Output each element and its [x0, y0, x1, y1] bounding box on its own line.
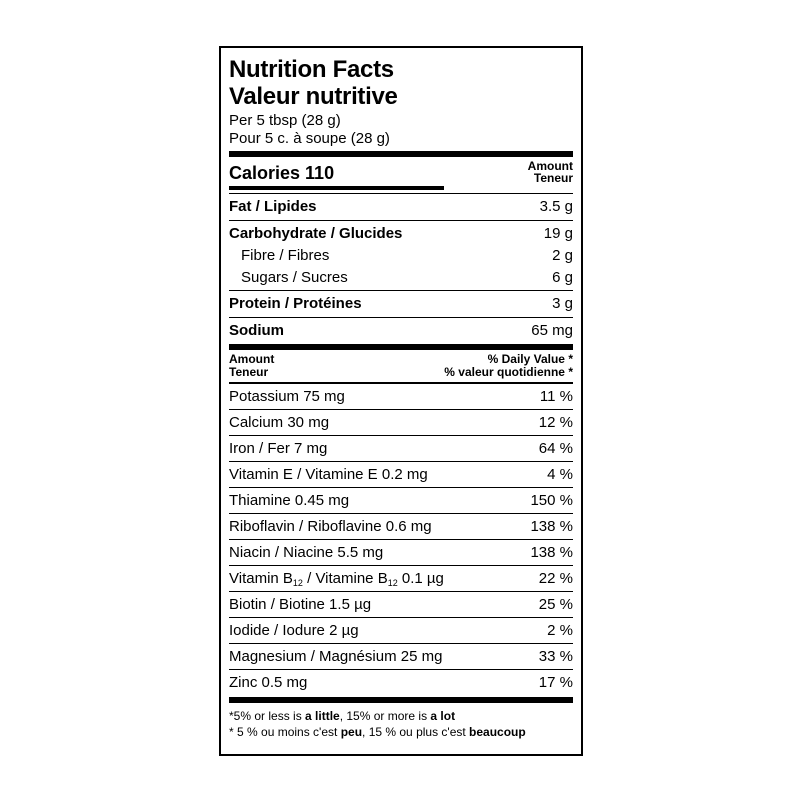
amount-heading: [528, 160, 573, 184]
nutrient-row-fat: [229, 196, 573, 218]
footnote-emphasis: peu: [340, 725, 363, 739]
label-text: / Vitamine B: [302, 570, 388, 587]
label-text: Vitamin B: [229, 570, 293, 587]
vitamin-row-zinc: [229, 669, 573, 695]
vitamin-value: 2 %: [547, 622, 573, 639]
nutrient-row-carbohydrate: [229, 223, 573, 245]
nutrient-value: 3 g: [552, 295, 573, 312]
divider: [229, 220, 573, 221]
vitamin-row-riboflavin: [229, 513, 573, 539]
vitamin-value: 64 %: [538, 440, 573, 457]
vitamin-label: Biotin / Biotine 1.5 µg: [229, 596, 372, 613]
vitamin-row-calcium: [229, 409, 573, 435]
nutrient-row-fibre: [229, 245, 573, 267]
daily-value-heading: [444, 353, 573, 379]
nutrient-label: Sodium: [229, 322, 284, 339]
vitamin-value: 25 %: [538, 596, 573, 613]
nutrient-row-sodium: [229, 320, 573, 342]
vitamin-row-niacin: [229, 539, 573, 565]
vitamin-label: Potassium 75 mg: [229, 388, 345, 405]
vitamin-value: 4 %: [547, 466, 573, 483]
subscript: 12: [387, 578, 398, 588]
footnote-text: *5% or less is: [229, 709, 306, 723]
nutrient-value: 19 g: [543, 225, 573, 242]
vitamin-label: Niacin / Niacine 5.5 mg: [229, 544, 384, 561]
nutrient-label: Fibre / Fibres: [241, 247, 330, 264]
divider-thick: [229, 151, 573, 157]
footnote-emphasis: beaucoup: [469, 725, 526, 739]
divider: [229, 317, 573, 318]
vitamin-label: [229, 566, 444, 591]
vitamin-row-thiamine: [229, 487, 573, 513]
daily-value-label-en: % Daily Value *: [487, 352, 573, 366]
amount-label-en: Amount: [527, 159, 573, 173]
vitamin-label: Zinc 0.5 mg: [229, 674, 308, 691]
vitamin-label: Iodide / Iodure 2 µg: [229, 622, 359, 639]
nutrient-value: 65 mg: [531, 322, 573, 339]
vitamin-value: 12 %: [538, 414, 573, 431]
vitamin-label: Calcium 30 mg: [229, 414, 330, 431]
vitamin-row-potassium: [229, 384, 573, 409]
footnote-emphasis: a little: [305, 709, 340, 723]
vitamin-value: 33 %: [538, 648, 573, 665]
footnote-en: [229, 708, 573, 724]
calories-label: Calories 110: [229, 163, 335, 183]
amount-label-fr: Teneur: [533, 171, 573, 185]
divider: [229, 193, 573, 194]
vitamin-label: Iron / Fer 7 mg: [229, 440, 328, 457]
calories-underline: [229, 186, 444, 190]
vitamin-value: 17 %: [538, 674, 573, 691]
footnote-text: , 15 % ou plus c'est: [362, 725, 470, 739]
footnote-fr: [229, 724, 573, 740]
nutrient-value: 3.5 g: [539, 198, 573, 215]
daily-value-header: [229, 350, 573, 382]
vitamin-row-magnesium: [229, 643, 573, 669]
footnote: [229, 703, 573, 740]
vitamin-row-iodide: [229, 617, 573, 643]
nutrient-row-protein: [229, 293, 573, 315]
vitamin-label: Magnesium / Magnésium 25 mg: [229, 648, 443, 665]
vitamin-value: 138 %: [530, 544, 573, 561]
vitamin-label: Riboflavin / Riboflavine 0.6 mg: [229, 518, 432, 535]
vitamin-row-vitamin-b12: [229, 565, 573, 591]
calories-row: [229, 160, 573, 190]
footnote-emphasis: a lot: [430, 709, 456, 723]
nutrient-value: 2 g: [552, 247, 573, 264]
vitamin-value: 11 %: [539, 388, 573, 405]
nutrient-value: 6 g: [552, 269, 573, 286]
nutrient-row-sugars: [229, 267, 573, 289]
vitamin-value: 150 %: [530, 492, 573, 509]
vitamin-value: 22 %: [538, 570, 573, 587]
vitamin-value: 138 %: [530, 518, 573, 535]
label-text: 0.1 µg: [397, 570, 444, 587]
amount-heading-left: [229, 353, 274, 379]
subscript: 12: [292, 578, 303, 588]
calories-block: [229, 160, 444, 190]
nutrition-facts-panel: [219, 46, 583, 756]
vitamin-row-iron: [229, 435, 573, 461]
vitamin-row-biotin: [229, 591, 573, 617]
nutrient-label: Protein / Protéines: [229, 295, 362, 312]
daily-value-label-fr: % valeur quotidienne *: [444, 365, 573, 379]
serving-size-en: Per 5 tbsp (28 g): [229, 112, 341, 129]
footnote-text: , 15% or more is: [339, 709, 431, 723]
serving-size-fr: Pour 5 c. à soupe (28 g): [229, 130, 390, 147]
vitamin-label: Thiamine 0.45 mg: [229, 492, 350, 509]
divider: [229, 290, 573, 291]
footnote-text: * 5 % ou moins c'est: [229, 725, 341, 739]
vitamin-label: Vitamin E / Vitamine E 0.2 mg: [229, 466, 428, 483]
amount-label-fr: Teneur: [229, 365, 269, 379]
title-en: Nutrition Facts: [229, 56, 394, 83]
vitamin-row-vitamin-e: [229, 461, 573, 487]
title-fr: Valeur nutritive: [229, 83, 398, 110]
nutrient-label: Sugars / Sucres: [241, 269, 348, 286]
nutrient-label: Carbohydrate / Glucides: [229, 225, 403, 242]
nutrient-label: Fat / Lipides: [229, 198, 317, 215]
amount-label-en: Amount: [229, 352, 275, 366]
